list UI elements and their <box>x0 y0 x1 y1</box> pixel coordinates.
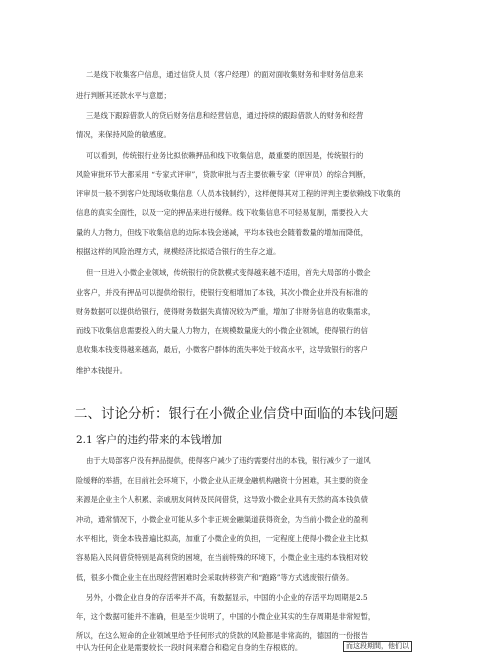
text-line: 三是线下跟踪借款人的贷后财务信息和经营信息，通过持续的跟踪借款人的财务和经营 <box>86 111 364 120</box>
text-line: 信息的真实全面性，以及一定的押品来进行缓释。线下收集信息不可轻易复制，需要投入大 <box>76 208 368 217</box>
text-line: 水平相比，资金本钱普遍比拟高，加重了小微企业的负担，一定程度上使得小微企业主比拟 <box>76 534 368 543</box>
text-line: 进行判断其还款水平与意愿； <box>76 91 171 100</box>
text-line: 风险审批环节大都采用 “专家式评审”，贷款审批与否主要依赖专家（评审员）的综合判断， <box>76 170 371 179</box>
text-line: 财务数据可以提供给银行，使得财务数据失真情况较为严重，增加了非财务信息的收集需求， <box>76 307 376 316</box>
text-line: 量的人力物力，但线下收集信息的边际本钱会递减，平均本钱也会随着数量的增加而降低， <box>76 228 368 237</box>
text-line: 可以看到，传统银行业务比拟依赖押品和线下收集信息，最重要的原因是，传统银行的 <box>86 151 364 160</box>
text-line: 业客户，并没有押品可以提供给银行，使银行变相增加了本钱，其次小微企业并没有标准的 <box>76 288 368 297</box>
text-line: 而线下收集信息需要投入的大量人力物力，在规模数量庞大的小微企业领域，使得银行的信 <box>76 326 368 335</box>
text-line: 来源是企业主个人积累、亲戚朋友间转及民间借贷，这导致小微企业具有天然的高本钱负债 <box>76 495 368 504</box>
text-line: 所以，在这么短命的企业领域里给予任何形式的贷款的风险都是非常高的，德国的一份报告 <box>76 631 368 640</box>
text-line: 中认为任何企业是需要较长一段时间来磨合和稳定自身的生存根底的。 <box>76 643 303 652</box>
text-line: 根据这样的风险治理方式，规模经济比拟适合银行的生存之道。 <box>76 247 281 256</box>
text-line: 险缓释的举措，在目前社会环境下，小微企业从正规金融机构融资十分困难，其主要的资金 <box>76 476 368 485</box>
text-line: 息收集本钱变得越来越高，最后，小微客户群体的流失率处于较高水平，这导致银行的客户 <box>76 345 368 354</box>
text-line: 情况，来保持风险的敏感度。 <box>76 130 171 139</box>
text-line: 另外，小微企业自身的存活率并不高，有数据显示，中国的小企业的存活平均周期是2.5 <box>86 593 368 602</box>
text-line: 但一旦进入小微企业领域，传统银行的贷款模式变得越来越不适用，首先大局部的小微企 <box>86 268 371 277</box>
text-line: 年，这个数据可能并不准确，但是至少说明了，中国的小微企业其实的生存周期是非常短暂， <box>76 612 376 621</box>
text-line: 低，很多小微企业主在出现经营困难时会采取转移资产和“跑路”等方式逃废银行债务。 <box>76 573 354 582</box>
subsection-heading: 2.1 客户的违约带来的本钱增加 <box>76 434 223 446</box>
text-line: 维护本钱提升。 <box>76 366 128 375</box>
footer-note-box: 而这段期間，他们以 <box>343 641 412 652</box>
text-line: 冲动，通常情况下，小微企业可能从多个非正规金融渠道获得资金，为当前小微企业的盈利 <box>76 515 368 524</box>
text-line: 评审员一般不到客户处现场收集信息（人员本钱制约），这样便得其对工程的评判主要依赖线下收集的 <box>76 189 401 198</box>
text-line: 二是线下收集客户信息，通过信贷人员（客户经理）的面对面收集财务和非财务信息来 <box>86 70 364 79</box>
section-heading: 二、讨论分析：银行在小微企业信贷中面临的本钱问题 <box>74 406 398 422</box>
text-line: 由于大局部客户没有押品提供，使得客户减少了违约需要付出的本钱，银行减少了一道风 <box>86 456 371 465</box>
text-line: 容易陷入民间借贷特别是高利贷的困境，在当前特殊的环境下，小微企业主违约本钱相对较 <box>76 553 368 562</box>
